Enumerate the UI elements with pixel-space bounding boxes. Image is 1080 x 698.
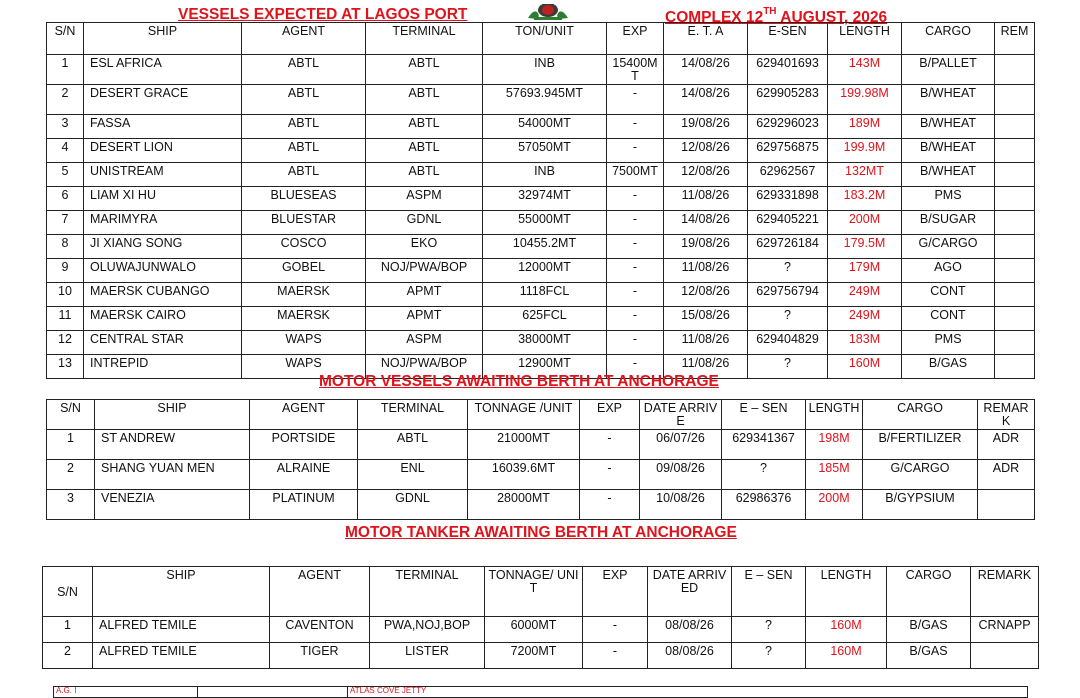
table-cell: ENL [358, 460, 468, 490]
table-cell: 629726184 [748, 235, 828, 259]
table-cell: - [583, 617, 648, 643]
table-cell: ? [748, 355, 828, 379]
table-cell: 629756875 [748, 139, 828, 163]
table-cell: PMS [902, 331, 995, 355]
col-header: DATE ARRIVED [648, 567, 732, 617]
table-cell: 10/08/26 [640, 490, 722, 520]
table-cell: 3 [47, 115, 84, 139]
table-cell: 625FCL [483, 307, 607, 331]
table-cell: OLUWAJUNWALO [84, 259, 242, 283]
table-row [47, 139, 1035, 163]
table-cell: EKO [366, 235, 483, 259]
col-header: TONNAGE/ UNIT [485, 567, 583, 617]
table-cell: ESL AFRICA [84, 55, 242, 85]
table-cell: 14/08/26 [664, 211, 748, 235]
table-cell: 12900MT [483, 355, 607, 379]
table-cell: 11/08/26 [664, 259, 748, 283]
table-cell: 132MT [828, 163, 902, 187]
table-row [47, 211, 1035, 235]
table-cell: - [607, 211, 664, 235]
table-cell: 8 [47, 235, 84, 259]
table-cell: ABTL [242, 115, 366, 139]
table-cell: B/PALLET [902, 55, 995, 85]
table-cell: - [580, 490, 640, 520]
table-cell: 13 [47, 355, 84, 379]
table-cell: CENTRAL STAR [84, 331, 242, 355]
table-cell: GDNL [358, 490, 468, 520]
table-header-row [43, 567, 1039, 617]
table-cell: 12 [47, 331, 84, 355]
table-cell: INB [483, 55, 607, 85]
table-row [47, 460, 1035, 490]
table-cell: 3 [47, 490, 95, 520]
table-cell: B/WHEAT [902, 85, 995, 115]
table-cell: 14/08/26 [664, 85, 748, 115]
table-cell: ABTL [242, 163, 366, 187]
table-cell: 57693.945MT [483, 85, 607, 115]
atlas-cove-table [53, 686, 1028, 698]
table-row [43, 643, 1039, 669]
table-cell: 1 [43, 617, 93, 643]
table-cell: 16039.6MT [468, 460, 580, 490]
table-cell: GDNL [366, 211, 483, 235]
table-cell: B/FERTILIZER [863, 430, 978, 460]
table-cell [995, 187, 1035, 211]
table-cell: DESERT LION [84, 139, 242, 163]
table-cell: 1 [47, 430, 95, 460]
table-cell: B/WHEAT [902, 163, 995, 187]
table-cell: 12000MT [483, 259, 607, 283]
table-cell: 62986376 [722, 490, 806, 520]
table-cell: 629341367 [722, 430, 806, 460]
tanker-anchorage-table [42, 566, 1039, 669]
table-cell: B/GAS [887, 643, 971, 669]
table-row [43, 617, 1039, 643]
table-cell: BLUESEAS [242, 187, 366, 211]
table-cell: 249M [828, 307, 902, 331]
coat-of-arms-emblem [520, 4, 576, 20]
table-cell: 19/08/26 [664, 235, 748, 259]
col-header: SHIP [93, 567, 270, 617]
table-cell: 62962567 [748, 163, 828, 187]
table-cell: LISTER [370, 643, 485, 669]
table-cell: 15/08/26 [664, 307, 748, 331]
col-header: TONNAGE /UNIT [468, 400, 580, 430]
table-cell: 2 [47, 85, 84, 115]
table-cell: 629404829 [748, 331, 828, 355]
table-cell: MAERSK [242, 307, 366, 331]
table-cell: ADR [978, 430, 1035, 460]
table-cell: 629401693 [748, 55, 828, 85]
table-cell: ADR [978, 460, 1035, 490]
col-header: CARGO [902, 23, 995, 55]
table-cell: SHANG YUAN MEN [95, 460, 250, 490]
table-cell: - [607, 115, 664, 139]
table-cell [995, 235, 1035, 259]
table-cell: 629405221 [748, 211, 828, 235]
table-cell: MARIMYRA [84, 211, 242, 235]
table-cell: - [607, 85, 664, 115]
table-cell: FASSA [84, 115, 242, 139]
table-cell [978, 490, 1035, 520]
table-cell: AGO [902, 259, 995, 283]
table-cell: 38000MT [483, 331, 607, 355]
table-cell: 160M [806, 643, 887, 669]
col-header: S/N [47, 400, 95, 430]
table-cell: 160M [828, 355, 902, 379]
table-cell: 06/07/26 [640, 430, 722, 460]
table-cell: 11/08/26 [664, 187, 748, 211]
table-cell: PORTSIDE [250, 430, 358, 460]
table-cell: 14/08/26 [664, 55, 748, 85]
table-cell: COSCO [242, 235, 366, 259]
table-cell: WAPS [242, 355, 366, 379]
section-title-vessels-anchorage: MOTOR VESSELS AWAITING BERTH AT ANCHORAGE [319, 373, 719, 390]
table-cell: 6000MT [485, 617, 583, 643]
table-row [47, 430, 1035, 460]
table-cell: PMS [902, 187, 995, 211]
table-cell: ? [722, 460, 806, 490]
table-cell: 2 [47, 460, 95, 490]
col-header: SHIP [84, 23, 242, 55]
table-cell: CONT [902, 283, 995, 307]
table-cell: ABTL [366, 55, 483, 85]
table-cell: CRNAPP [971, 617, 1039, 643]
table-cell: 183M [828, 331, 902, 355]
table-cell [198, 687, 348, 698]
col-header: REM [995, 23, 1035, 55]
table-cell: - [607, 355, 664, 379]
table-cell: MAERSK CUBANGO [84, 283, 242, 307]
table-cell: 199.98M [828, 85, 902, 115]
table-cell: 6 [47, 187, 84, 211]
table-row [47, 115, 1035, 139]
table-cell: 199.9M [828, 139, 902, 163]
table-cell: 08/08/26 [648, 617, 732, 643]
table-cell: 200M [806, 490, 863, 520]
table-cell: ABTL [242, 55, 366, 85]
table-cell: - [607, 235, 664, 259]
table-cell: 1 [47, 55, 84, 85]
col-header: E – SEN [722, 400, 806, 430]
table-cell: APMT [366, 307, 483, 331]
table-cell [971, 643, 1039, 669]
table-cell: ? [732, 617, 806, 643]
table-cell: WAPS [242, 331, 366, 355]
table-cell: 160M [806, 617, 887, 643]
table-cell: 179M [828, 259, 902, 283]
col-header: CARGO [863, 400, 978, 430]
table-cell: ? [748, 259, 828, 283]
col-header: E-SEN [748, 23, 828, 55]
col-header: REMARK [978, 400, 1035, 430]
table-cell: 21000MT [468, 430, 580, 460]
table-cell: ALRAINE [250, 460, 358, 490]
table-cell: TIGER [270, 643, 370, 669]
table-cell: B/WHEAT [902, 115, 995, 139]
table-row [47, 259, 1035, 283]
table-cell: NOJ/PWA/BOP [366, 259, 483, 283]
table-cell [995, 115, 1035, 139]
table-cell [995, 355, 1035, 379]
table-cell: GOBEL [242, 259, 366, 283]
table-cell: - [607, 307, 664, 331]
table-cell: 7200MT [485, 643, 583, 669]
table-cell: 143M [828, 55, 902, 85]
table-cell: ABTL [366, 115, 483, 139]
page-title: VESSELS EXPECTED AT LAGOS PORT [178, 6, 468, 23]
table-cell: ALFRED TEMILE [93, 617, 270, 643]
table-cell: ABTL [366, 85, 483, 115]
table-cell: NOJ/PWA/BOP [366, 355, 483, 379]
table-cell: APMT [366, 283, 483, 307]
col-header: AGENT [242, 23, 366, 55]
col-header: SHIP [95, 400, 250, 430]
table-cell: 1118FCL [483, 283, 607, 307]
table-cell: PLATINUM [250, 490, 358, 520]
table-cell: JI XIANG SONG [84, 235, 242, 259]
col-header: TERMINAL [370, 567, 485, 617]
table-cell: 11 [47, 307, 84, 331]
table-cell: ABTL [242, 85, 366, 115]
table-cell: 185M [806, 460, 863, 490]
col-header: E – SEN [732, 567, 806, 617]
table-cell: ABTL [242, 139, 366, 163]
table-cell: 7 [47, 211, 84, 235]
table-cell: 249M [828, 283, 902, 307]
table-row [47, 55, 1035, 85]
table-cell: B/GAS [902, 355, 995, 379]
table-cell: 10 [47, 283, 84, 307]
table-cell: - [607, 259, 664, 283]
table-cell: 12/08/26 [664, 139, 748, 163]
col-header: CARGO [887, 567, 971, 617]
table-row [47, 331, 1035, 355]
table-cell: MAERSK [242, 283, 366, 307]
table-cell: 09/08/26 [640, 460, 722, 490]
table-cell: - [607, 139, 664, 163]
table-header-row [47, 23, 1035, 55]
table-cell: 629756794 [748, 283, 828, 307]
col-header: DATE ARRIVE [640, 400, 722, 430]
table-cell: 629296023 [748, 115, 828, 139]
table-cell: 2 [43, 643, 93, 669]
table-cell: ABTL [366, 163, 483, 187]
col-header: S/N [43, 567, 93, 617]
vessels-expected-table [46, 22, 1035, 379]
col-header: AGENT [270, 567, 370, 617]
table-cell: 32974MT [483, 187, 607, 211]
table-cell: 7500MT [607, 163, 664, 187]
table-cell: UNISTREAM [84, 163, 242, 187]
table-row [47, 283, 1035, 307]
table-cell: ABTL [358, 430, 468, 460]
table-cell: 183.2M [828, 187, 902, 211]
table-cell: - [580, 460, 640, 490]
table-cell: 629905283 [748, 85, 828, 115]
table-cell: MAERSK CAIRO [84, 307, 242, 331]
table-row [54, 687, 1028, 698]
table-cell: A.G. I [54, 687, 198, 698]
table-cell: 10455.2MT [483, 235, 607, 259]
col-header: LENGTH [828, 23, 902, 55]
table-cell: B/GYPSIUM [863, 490, 978, 520]
table-cell: CAVENTON [270, 617, 370, 643]
col-header: REMARK [971, 567, 1039, 617]
table-cell: 11/08/26 [664, 355, 748, 379]
table-cell [995, 163, 1035, 187]
table-row [47, 490, 1035, 520]
table-cell: B/GAS [887, 617, 971, 643]
table-cell: DESERT GRACE [84, 85, 242, 115]
col-header: AGENT [250, 400, 358, 430]
col-header: LENGTH [806, 567, 887, 617]
table-cell: 629331898 [748, 187, 828, 211]
col-header: TERMINAL [358, 400, 468, 430]
table-cell: INB [483, 163, 607, 187]
table-cell: 19/08/26 [664, 115, 748, 139]
table-cell: 12/08/26 [664, 163, 748, 187]
table-cell: - [580, 430, 640, 460]
table-cell: ? [732, 643, 806, 669]
table-cell: - [583, 643, 648, 669]
section-title-tanker-anchorage: MOTOR TANKER AWAITING BERTH AT ANCHORAGE [345, 524, 737, 541]
table-cell: ASPM [366, 187, 483, 211]
table-cell: B/SUGAR [902, 211, 995, 235]
table-cell [995, 85, 1035, 115]
table-cell: 54000MT [483, 115, 607, 139]
table-cell: 15400MT [607, 55, 664, 85]
col-header: LENGTH [806, 400, 863, 430]
col-header: TON/UNIT [483, 23, 607, 55]
table-cell: 55000MT [483, 211, 607, 235]
table-cell: ALFRED TEMILE [93, 643, 270, 669]
table-cell: - [607, 331, 664, 355]
table-cell: PWA,NOJ,BOP [370, 617, 485, 643]
table-cell [995, 283, 1035, 307]
col-header: EXP [580, 400, 640, 430]
col-header: EXP [607, 23, 664, 55]
table-cell: BLUESTAR [242, 211, 366, 235]
table-cell: ASPM [366, 331, 483, 355]
table-cell: B/WHEAT [902, 139, 995, 163]
table-cell: ST ANDREW [95, 430, 250, 460]
table-row [47, 163, 1035, 187]
table-row [47, 235, 1035, 259]
vessels-anchorage-table [46, 399, 1035, 520]
table-cell [995, 259, 1035, 283]
table-cell: - [607, 187, 664, 211]
table-cell: 28000MT [468, 490, 580, 520]
table-header-row [47, 400, 1035, 430]
table-cell: G/CARGO [863, 460, 978, 490]
table-cell [995, 211, 1035, 235]
page-date-title: COMPLEX 12TH AUGUST, 2026 [665, 6, 888, 26]
table-cell [995, 331, 1035, 355]
table-cell: 9 [47, 259, 84, 283]
table-cell: 200M [828, 211, 902, 235]
table-cell [995, 139, 1035, 163]
table-cell: - [607, 283, 664, 307]
col-header: EXP [583, 567, 648, 617]
table-cell: 12/08/26 [664, 283, 748, 307]
table-cell: 08/08/26 [648, 643, 732, 669]
col-header: TERMINAL [366, 23, 483, 55]
table-cell: CONT [902, 307, 995, 331]
table-cell [995, 55, 1035, 85]
table-cell: 11/08/26 [664, 331, 748, 355]
table-row [47, 85, 1035, 115]
table-cell: 57050MT [483, 139, 607, 163]
table-cell: 4 [47, 139, 84, 163]
page-header [0, 4, 1080, 24]
table-cell: 179.5M [828, 235, 902, 259]
col-header: E. T. A [664, 23, 748, 55]
table-cell: 189M [828, 115, 902, 139]
table-cell: VENEZIA [95, 490, 250, 520]
table-cell: ABTL [366, 139, 483, 163]
table-row [47, 307, 1035, 331]
table-cell: 5 [47, 163, 84, 187]
table-cell: ? [748, 307, 828, 331]
table-row [47, 187, 1035, 211]
table-cell: LIAM XI HU [84, 187, 242, 211]
col-header: S/N [47, 23, 84, 55]
table-cell: ATLAS COVE JETTY [348, 687, 1028, 698]
table-cell: 198M [806, 430, 863, 460]
table-cell [995, 307, 1035, 331]
table-cell: INTREPID [84, 355, 242, 379]
table-cell: G/CARGO [902, 235, 995, 259]
